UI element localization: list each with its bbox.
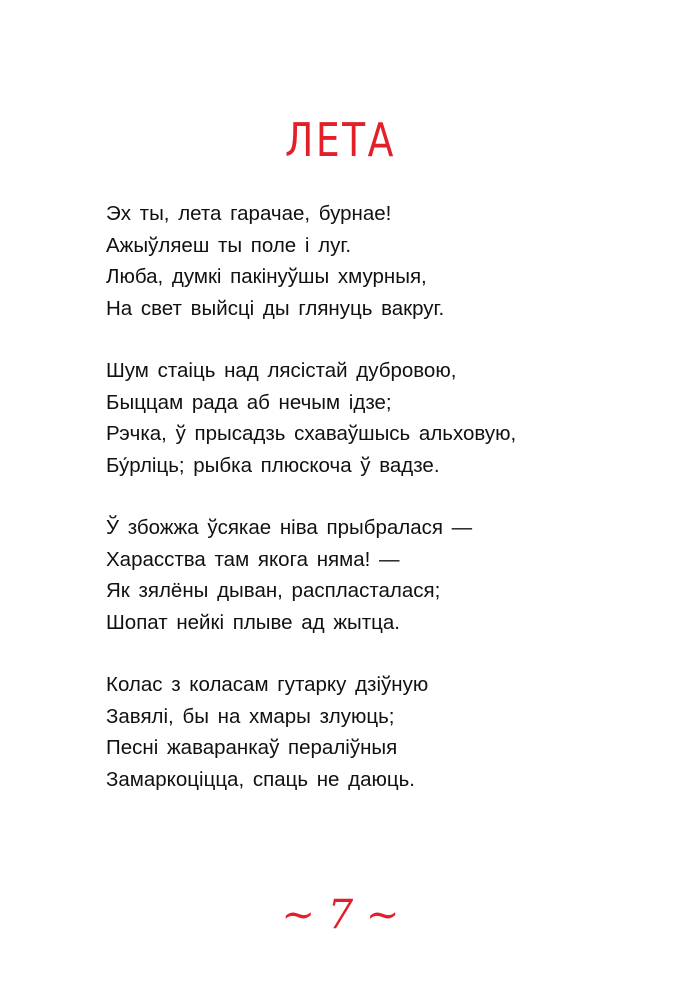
- poem-line: Бу́рліць; рыбка плюскоча ў вадзе.: [106, 453, 440, 477]
- stanza: [106, 669, 646, 795]
- poem-line: На свет выйсці ды глянуць вакруг.: [106, 296, 445, 320]
- stanza: [106, 355, 646, 481]
- poem-line: Ажыўляеш ты поле і луг.: [106, 233, 352, 257]
- poem-line: Люба, думкі пакінуўшы хмурныя,: [106, 265, 427, 288]
- poem-line: Харасства там якога няма! —: [106, 547, 400, 571]
- poem-line: Замаркоціцца, спаць не даюць.: [106, 767, 415, 791]
- poem-line: Песні жаваранкаў пераліўныя: [106, 736, 398, 759]
- poem-line: Як зялёны дыван, распласталася;: [106, 579, 441, 602]
- poem-line: Быццам рада аб нечым ідзе;: [106, 390, 392, 414]
- poem-title: ЛЕТА: [285, 113, 396, 167]
- poem-line: Эх ты, лета гарачае, бурнае!: [106, 202, 392, 225]
- poem-body: [106, 198, 646, 826]
- poem-line: Рэчка, ў прысадзь схаваўшысь альховую,: [106, 422, 517, 445]
- poem-line: Колас з коласам гутарку дзіўную: [106, 673, 429, 696]
- poem-line: Шум стаіць над лясістай дубровою,: [106, 359, 457, 382]
- poem-line: Ў збожжа ўсякае ніва прыбралася —: [106, 516, 473, 539]
- stanza: [106, 512, 646, 638]
- poem-line: Шопат нейкі плыве ад жытца.: [106, 610, 401, 634]
- stanza: [106, 198, 646, 324]
- page-number: ~ 7 ~: [281, 892, 400, 938]
- poem-line: Завялі, бы на хмары злуюць;: [106, 704, 395, 728]
